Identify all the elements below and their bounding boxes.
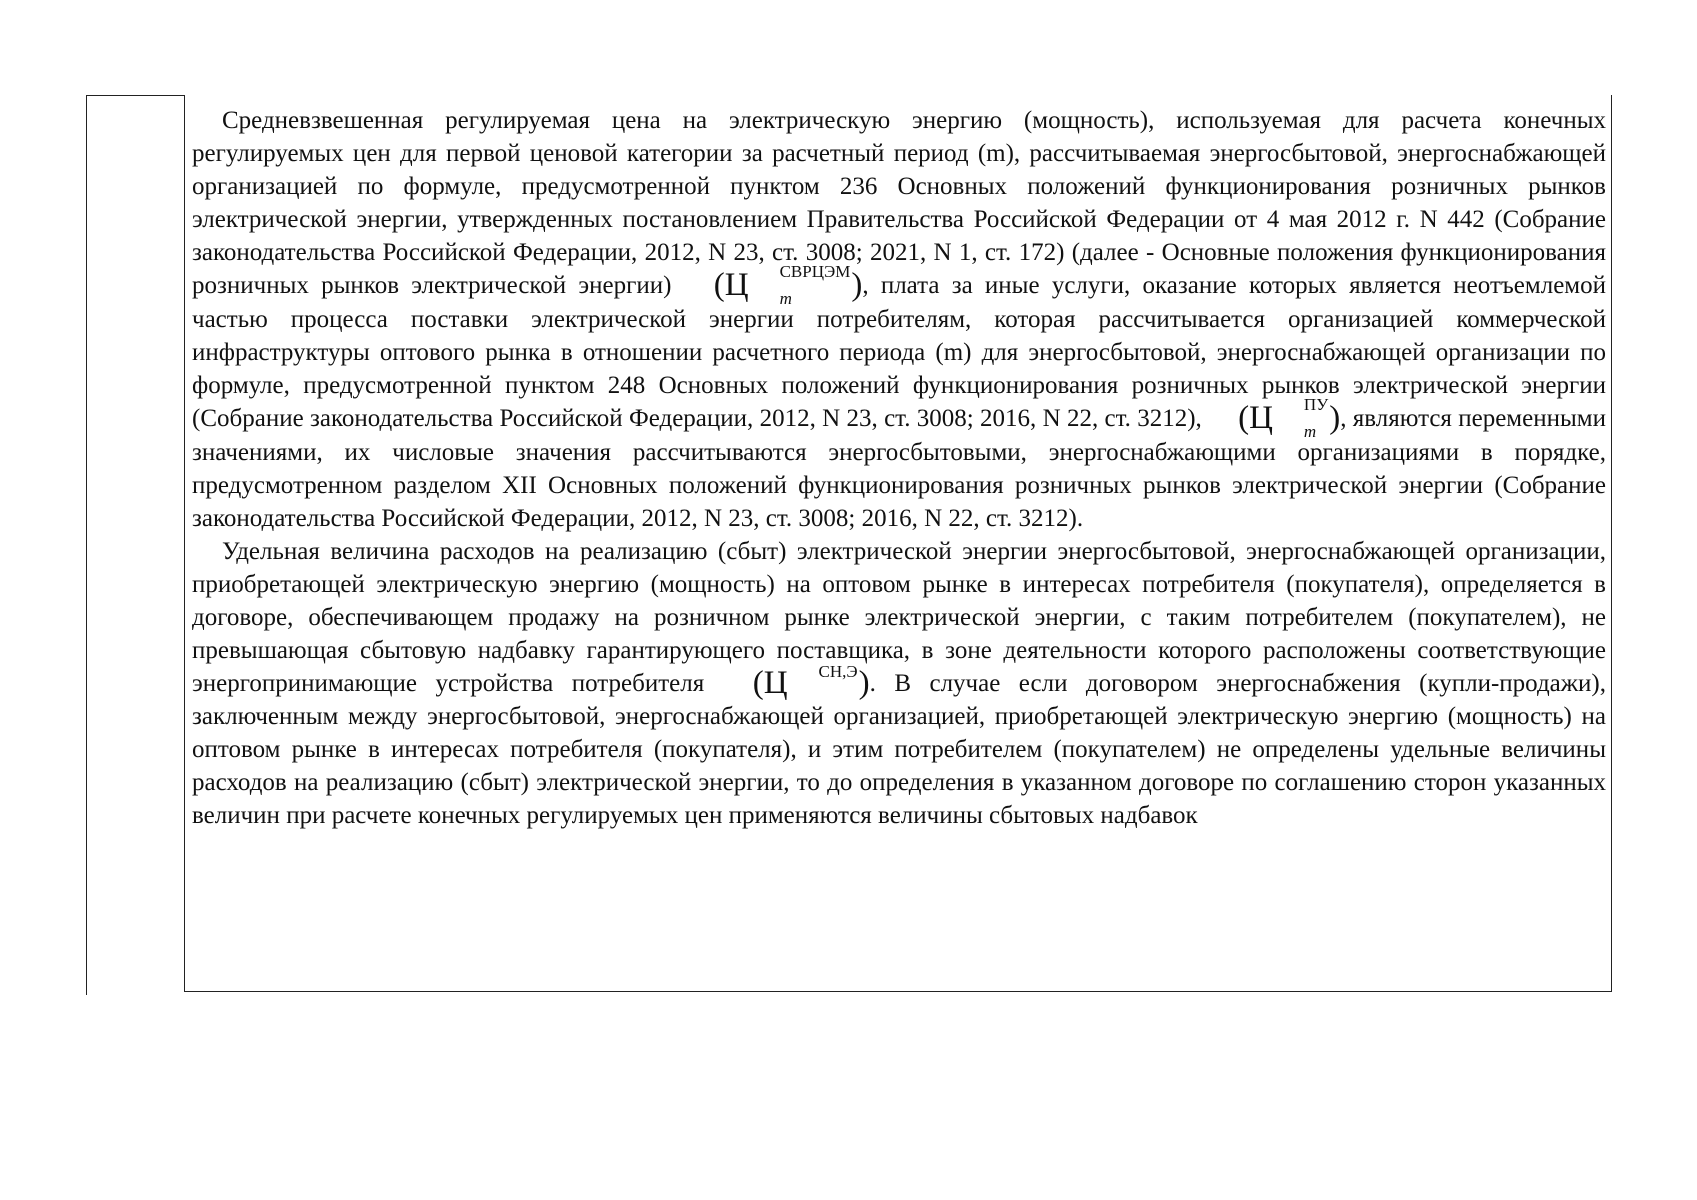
- document-body: [192, 104, 1606, 832]
- formula-indices: [750, 262, 851, 308]
- formula-indices: [1274, 395, 1329, 441]
- paragraph1-text-c: , являются переменными значениями, их числовые значения рассчитываются энергосбытовыми, энергоснабжающими организациями в порядке, предусмотренном разделом XII Основных положений функционирования розничных рынков электрической энергии (Собрание законодательства Российской Федерации, 2012, N 23, ст. 3008; 2016, N 22, ст. 3212).: [192, 405, 1606, 532]
- formula-symbol: Ц: [1249, 400, 1273, 436]
- formula-close-paren: ): [851, 267, 863, 303]
- paragraph-specific-costs: [192, 535, 1606, 832]
- paragraph1-text-b: , плата за иные услуги, оказание которых является неотъемлемой частью процесса поставки электрической энергии потребителям, которая рассчитывается организацией коммерческой инфраструктуры оптового рынка в отношении расчетного периода (m) для энергосбытовой, энергоснабжающей организации по формуле, предусмотренной пунктом 248 Основных положений функционирования розничных рынков электрической энергии (Собрание законодательства Российской Федерации, 2012, N 23, ст. 3008; 2016, N 22, ст. 3212),: [192, 272, 1606, 432]
- formula-symbol: Ц: [763, 665, 788, 701]
- table-left-border: [86, 95, 87, 995]
- formula-pu: [1208, 395, 1341, 441]
- table-top-border-left-cell: [86, 95, 185, 96]
- formula-superscript: ПУ: [1303, 395, 1329, 414]
- formula-close-paren: ): [1329, 400, 1341, 436]
- formula-open-paren: (: [713, 267, 725, 303]
- formula-subscript: m: [1303, 422, 1317, 441]
- formula-superscript: СН,Э: [818, 662, 858, 681]
- paragraph2-text-a: Удельная величина расходов на реализацию (сбыт) электрической энергии энергосбытовой, энергоснабжающей организации, приобретающей электрическую энергию (мощность) на оптовом рынке в интересах потребителя (покупателя), определяется в договоре, обеспечивающем продажу на розничном рынке электрической энергии, с таким потребителем (покупателем), не превышающая сбытовую надбавку гарантирующего поставщика, в зоне деятельности которого расположены соответствующие энергопринимающие устройства потребителя: [192, 538, 1606, 697]
- paragraph-weighted-price: [192, 104, 1606, 535]
- formula-sn-e: [723, 662, 870, 701]
- formula-superscript: СВРЦЭМ: [779, 262, 851, 281]
- formula-open-paren: (: [1238, 400, 1250, 436]
- formula-svrcem: [684, 262, 863, 308]
- formula-symbol: Ц: [724, 267, 749, 303]
- formula-open-paren: (: [752, 665, 764, 701]
- formula-subscript: m: [779, 289, 792, 308]
- paragraph1-text-a: Средневзвешенная регулируемая цена на электрическую энергию (мощность), используемая для расчета конечных регулируемых цен для первой ценовой категории за расчетный период (m), рассчитываемая энергосбытовой, энергоснабжающей организацией по формуле, предусмотренной пунктом 236 Основных положений функционирования розничных рынков электрической энергии, утвержденных постановлением Правительства Российской Федерации от 4 мая 2012 г. N 442 (Собрание законодательства Российской Федерации, 2012, N 23, ст. 3008; 2021, N 1, ст. 172) (далее - Основные положения функционирования розничных рынков электрической энергии): [192, 107, 1606, 299]
- paragraph2-text-b: . В случае если договором энергоснабжения (купли-продажи), заключенным между энергосбытовой, энергоснабжающей организацией, приобретающей электрическую энергию (мощность) на оптовом рынке в интересах потребителя (покупателя), и этим потребителем (покупателем) не определены удельные величины расходов на реализацию (сбыт) электрической энергии, то до определения в указанном договоре по соглашению сторон указанных величин при расчете конечных регулируемых цен применяются величины сбытовых надбавок: [192, 670, 1606, 829]
- formula-close-paren: ): [858, 665, 870, 701]
